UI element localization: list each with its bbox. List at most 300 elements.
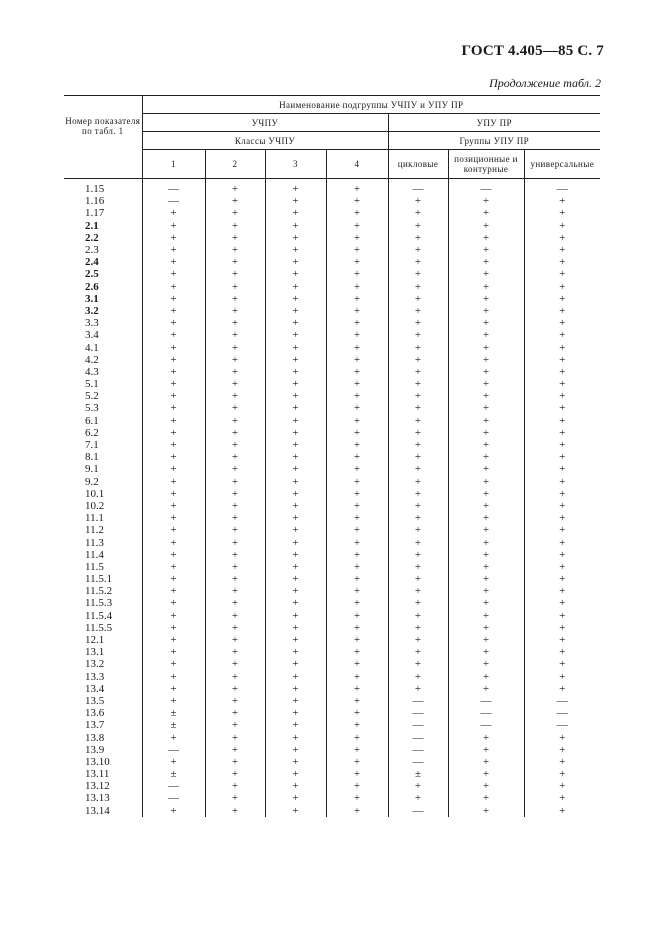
table-row [64, 683, 600, 695]
table-cell: + [326, 390, 388, 402]
table-cell: + [142, 585, 205, 597]
table-cell: + [326, 524, 388, 536]
column-header: 1 [142, 150, 205, 179]
table-cell: — [524, 695, 600, 707]
table-cell: + [265, 341, 326, 353]
column-header: позиционные и контурные [448, 150, 524, 179]
table-cell: + [448, 366, 524, 378]
table-cell: + [265, 207, 326, 219]
indicator-number: 13.13 [85, 792, 110, 805]
table-cell: + [388, 573, 448, 585]
table-cell: ± [142, 719, 205, 731]
table-cell: + [388, 207, 448, 219]
table-cell: + [265, 354, 326, 366]
table-cell: + [448, 573, 524, 585]
table-row [64, 390, 600, 402]
table-row [64, 573, 600, 585]
table-cell: + [326, 683, 388, 695]
table-cell: + [388, 500, 448, 512]
table-cell: + [205, 805, 265, 817]
table-cell: + [524, 805, 600, 817]
indicator-number: 5.1 [85, 378, 99, 391]
table-cell: + [205, 683, 265, 695]
table-cell: + [265, 244, 326, 256]
table-cell: + [326, 293, 388, 305]
table-row [64, 622, 600, 634]
table-cell: + [265, 756, 326, 768]
indicator-number: 4.1 [85, 341, 99, 354]
table-cell: + [388, 366, 448, 378]
indicator-number: 10.1 [85, 487, 105, 500]
table-cell: + [142, 646, 205, 658]
table-row [64, 354, 600, 366]
table-cell: + [524, 366, 600, 378]
table-cell: + [265, 476, 326, 488]
table-cell: + [265, 463, 326, 475]
table-row [64, 439, 600, 451]
table-cell: + [524, 244, 600, 256]
table-cell: + [388, 341, 448, 353]
table-cell: + [265, 792, 326, 804]
table-cell: + [265, 439, 326, 451]
table-cell: + [524, 549, 600, 561]
table-cell: + [265, 561, 326, 573]
table-cell: + [326, 378, 388, 390]
table-body [64, 179, 600, 817]
table-cell: + [326, 707, 388, 719]
table-row [64, 524, 600, 536]
table-cell: + [448, 610, 524, 622]
table-cell: + [142, 524, 205, 536]
page-title: ГОСТ 4.405—85 С. 7 [461, 43, 604, 59]
indicator-number: 11.5.2 [85, 585, 113, 598]
table-row [64, 341, 600, 353]
table-cell: + [326, 415, 388, 427]
table-cell: + [388, 622, 448, 634]
indicator-number: 4.3 [85, 365, 99, 378]
table-cell: + [326, 792, 388, 804]
table-cell: + [448, 244, 524, 256]
table-cell: + [524, 488, 600, 500]
table-cell: + [205, 268, 265, 280]
table-cell: + [265, 512, 326, 524]
table-cell: + [326, 756, 388, 768]
table-row [64, 646, 600, 658]
table-cell: + [142, 683, 205, 695]
table-cell: + [265, 524, 326, 536]
upu-header: УПУ ПР [388, 114, 600, 132]
table-cell: + [142, 756, 205, 768]
indicator-number: 11.5 [85, 560, 104, 573]
table-cell: + [388, 329, 448, 341]
table-cell: + [326, 268, 388, 280]
table-cell: + [142, 354, 205, 366]
table-cell: + [388, 268, 448, 280]
table-row [64, 512, 600, 524]
table-cell: + [524, 463, 600, 475]
table-cell: ± [388, 768, 448, 780]
table-cell: + [326, 585, 388, 597]
table-cell: + [205, 792, 265, 804]
indicator-number: 5.3 [85, 402, 99, 415]
table-cell: + [448, 585, 524, 597]
table-cell: + [388, 512, 448, 524]
table-row [64, 488, 600, 500]
table-cell: + [265, 622, 326, 634]
table-row [64, 671, 600, 683]
table-cell: + [205, 695, 265, 707]
table-cell: + [388, 317, 448, 329]
table-cell: + [265, 707, 326, 719]
table-cell: + [524, 646, 600, 658]
table-cell: + [326, 354, 388, 366]
table-cell: + [448, 524, 524, 536]
table-cell: + [265, 378, 326, 390]
table-cell: + [205, 378, 265, 390]
table-cell: + [142, 549, 205, 561]
table-cell: + [142, 207, 205, 219]
table-cell: + [265, 317, 326, 329]
table-row [64, 707, 600, 719]
table-cell: — [524, 719, 600, 731]
table-cell: + [142, 512, 205, 524]
table-cell: + [265, 805, 326, 817]
table-cell: + [388, 585, 448, 597]
table-cell: + [142, 463, 205, 475]
indicator-number: 3.1 [85, 292, 99, 305]
table-cell: + [205, 524, 265, 536]
table-cell: + [265, 402, 326, 414]
table-cell: + [448, 463, 524, 475]
indicator-number: 13.2 [85, 658, 105, 671]
table-cell: + [326, 476, 388, 488]
table-cell: + [265, 195, 326, 207]
table-cell: + [142, 232, 205, 244]
indicator-number: 10.2 [85, 499, 105, 512]
table-cell: + [524, 512, 600, 524]
table-cell: + [205, 744, 265, 756]
table-cell: + [448, 561, 524, 573]
table-cell: + [205, 731, 265, 743]
indicator-number: 9.2 [85, 475, 99, 488]
table-cell: + [448, 805, 524, 817]
table-cell: + [205, 195, 265, 207]
table-cell: + [265, 610, 326, 622]
table-cell: + [265, 415, 326, 427]
table-cell: + [448, 549, 524, 561]
table-cell: + [205, 317, 265, 329]
table-cell: + [205, 549, 265, 561]
indicator-number: 13.3 [85, 670, 105, 683]
table-cell: + [326, 341, 388, 353]
table-cell: + [265, 268, 326, 280]
table-cell: + [524, 756, 600, 768]
table-cell: + [265, 488, 326, 500]
table-row [64, 780, 600, 792]
indicator-number: 11.5.3 [85, 597, 113, 610]
table-cell: + [205, 329, 265, 341]
table-cell: + [524, 207, 600, 219]
table-cell: + [142, 476, 205, 488]
table-cell: + [265, 305, 326, 317]
table-cell: + [524, 341, 600, 353]
indicator-number: 11.4 [85, 548, 104, 561]
table-row [64, 305, 600, 317]
table-cell: + [265, 536, 326, 548]
table-cell: + [265, 658, 326, 670]
table-cell: + [448, 195, 524, 207]
table-cell: + [265, 390, 326, 402]
table-cell: + [448, 683, 524, 695]
table-cell: + [142, 415, 205, 427]
table-cell: + [142, 695, 205, 707]
table-row [64, 744, 600, 756]
table-cell: + [388, 451, 448, 463]
indicator-number: 13.8 [85, 731, 105, 744]
table-cell: + [326, 220, 388, 232]
table-cell: + [142, 329, 205, 341]
table-cell: + [448, 731, 524, 743]
indicator-number-header: Номер показателя по табл. 1 [64, 96, 142, 179]
table-cell: — [388, 695, 448, 707]
table-cell: + [388, 610, 448, 622]
table-cell: — [388, 179, 448, 196]
table-cell: + [142, 561, 205, 573]
table-cell: — [142, 195, 205, 207]
upu-groups-header: Группы УПУ ПР [388, 132, 600, 150]
table-cell: + [142, 731, 205, 743]
table-row [64, 268, 600, 280]
table-cell: + [524, 792, 600, 804]
table-cell: + [524, 634, 600, 646]
table-cell: + [448, 256, 524, 268]
table-cell: + [326, 719, 388, 731]
table-row [64, 658, 600, 670]
table-row [64, 317, 600, 329]
table-row [64, 585, 600, 597]
table-cell: + [388, 281, 448, 293]
table-cell: + [524, 281, 600, 293]
table-cell: + [388, 305, 448, 317]
indicator-number: 13.6 [85, 707, 105, 720]
table-cell: + [524, 427, 600, 439]
table-cell: + [205, 244, 265, 256]
table-cell: + [326, 179, 388, 196]
table-cell: + [265, 366, 326, 378]
table-cell: + [142, 402, 205, 414]
table-cell: + [326, 780, 388, 792]
table-row [64, 549, 600, 561]
table-cell: + [448, 756, 524, 768]
table-row [64, 366, 600, 378]
table-cell: + [326, 744, 388, 756]
table-row [64, 232, 600, 244]
table-row [64, 476, 600, 488]
table-cell: + [388, 524, 448, 536]
indicator-number: 13.11 [85, 768, 110, 781]
table-row [64, 415, 600, 427]
table-cell: + [524, 671, 600, 683]
table-cell: + [388, 415, 448, 427]
table-cell: + [142, 268, 205, 280]
table-cell: + [326, 805, 388, 817]
table-cell: + [205, 220, 265, 232]
table-cell: + [265, 293, 326, 305]
table-cell: + [448, 378, 524, 390]
table-cell: + [524, 536, 600, 548]
table-cell: + [265, 719, 326, 731]
table-cell: + [142, 281, 205, 293]
table-cell: + [448, 744, 524, 756]
indicator-table [64, 95, 600, 817]
table-cell: + [265, 549, 326, 561]
table-row [64, 768, 600, 780]
table-cell: + [265, 427, 326, 439]
table-row [64, 792, 600, 804]
table-cell: + [205, 427, 265, 439]
table-cell: + [388, 671, 448, 683]
table-cell: + [448, 415, 524, 427]
table-cell: + [448, 622, 524, 634]
table-cell: + [265, 573, 326, 585]
table-cell: + [326, 488, 388, 500]
table-cell: + [524, 378, 600, 390]
indicator-number: 11.5.1 [85, 573, 113, 586]
table-cell: + [142, 341, 205, 353]
table-cell: — [142, 744, 205, 756]
table-row [64, 597, 600, 609]
table-cell: + [524, 500, 600, 512]
table-cell: + [326, 195, 388, 207]
table-cell: + [265, 646, 326, 658]
table-cell: + [205, 719, 265, 731]
table-cell: + [524, 683, 600, 695]
table-cell: + [265, 500, 326, 512]
table-cell: + [326, 463, 388, 475]
table-cell: + [205, 707, 265, 719]
indicator-number: 11.1 [85, 512, 104, 525]
table-cell: + [524, 390, 600, 402]
indicator-number: 6.2 [85, 426, 99, 439]
table-cell: + [524, 232, 600, 244]
column-header: 2 [205, 150, 265, 179]
indicator-number: 13.1 [85, 646, 105, 659]
indicator-number: 3.4 [85, 329, 99, 342]
table-cell: + [326, 500, 388, 512]
table-cell: + [448, 281, 524, 293]
column-header: универсальные [524, 150, 600, 179]
indicator-number: 6.1 [85, 414, 99, 427]
table-cell: + [326, 671, 388, 683]
table-cell: + [388, 463, 448, 475]
table-cell: + [326, 561, 388, 573]
table-cell: + [205, 536, 265, 548]
table-row [64, 195, 600, 207]
table-cell: + [142, 610, 205, 622]
table-cell: — [142, 179, 205, 196]
table-cell: + [448, 512, 524, 524]
table-cell: + [205, 402, 265, 414]
table-cell: + [524, 744, 600, 756]
table-cell: + [326, 512, 388, 524]
table-row [64, 610, 600, 622]
table-cell: — [388, 707, 448, 719]
table-cell: + [388, 232, 448, 244]
column-header: цикловые [388, 150, 448, 179]
table-cell: + [142, 634, 205, 646]
indicator-number: 13.10 [85, 755, 110, 768]
table-cell: + [388, 220, 448, 232]
table-cell: — [448, 719, 524, 731]
table-cell: + [524, 451, 600, 463]
table-cell: + [388, 561, 448, 573]
table-cell: + [265, 220, 326, 232]
table-cell: — [388, 805, 448, 817]
table-cell: + [326, 634, 388, 646]
table-cell: + [524, 768, 600, 780]
table-cell: + [524, 658, 600, 670]
indicator-number: 8.1 [85, 451, 99, 464]
table-cell: + [205, 671, 265, 683]
table-cell: + [524, 354, 600, 366]
indicator-number: 2.1 [85, 219, 99, 232]
table-cell: + [448, 427, 524, 439]
table-cell: + [205, 293, 265, 305]
table-continuation-caption: Продолжение табл. 2 [489, 76, 601, 90]
indicator-number: 9.1 [85, 463, 99, 476]
table-cell: + [142, 390, 205, 402]
indicator-number: 7.1 [85, 439, 99, 452]
table-row [64, 731, 600, 743]
table-cell: + [388, 536, 448, 548]
indicator-number: 2.3 [85, 244, 99, 257]
indicator-number: 5.2 [85, 390, 99, 403]
table-cell: + [205, 512, 265, 524]
table-cell: + [265, 695, 326, 707]
table-cell: + [524, 317, 600, 329]
table-cell: + [205, 207, 265, 219]
table-row [64, 500, 600, 512]
table-cell: + [524, 622, 600, 634]
table-cell: + [326, 256, 388, 268]
table-cell: + [448, 634, 524, 646]
table-cell: + [142, 244, 205, 256]
table-cell: + [205, 658, 265, 670]
table-cell: + [388, 402, 448, 414]
table-cell: + [205, 439, 265, 451]
table-cell: + [448, 780, 524, 792]
table-cell: + [388, 390, 448, 402]
table-cell: + [448, 207, 524, 219]
table-cell: + [524, 524, 600, 536]
table-cell: — [388, 719, 448, 731]
table-cell: + [524, 220, 600, 232]
table-cell: + [265, 179, 326, 196]
table-row [64, 756, 600, 768]
table-cell: + [142, 805, 205, 817]
table-cell: + [326, 731, 388, 743]
table-cell: + [205, 780, 265, 792]
table-cell: + [142, 256, 205, 268]
table-cell: + [205, 232, 265, 244]
table-cell: + [142, 488, 205, 500]
table-cell: + [388, 354, 448, 366]
table-cell: + [448, 329, 524, 341]
table-cell: + [326, 244, 388, 256]
table-cell: + [205, 281, 265, 293]
indicator-number: 13.5 [85, 694, 105, 707]
table-row [64, 427, 600, 439]
